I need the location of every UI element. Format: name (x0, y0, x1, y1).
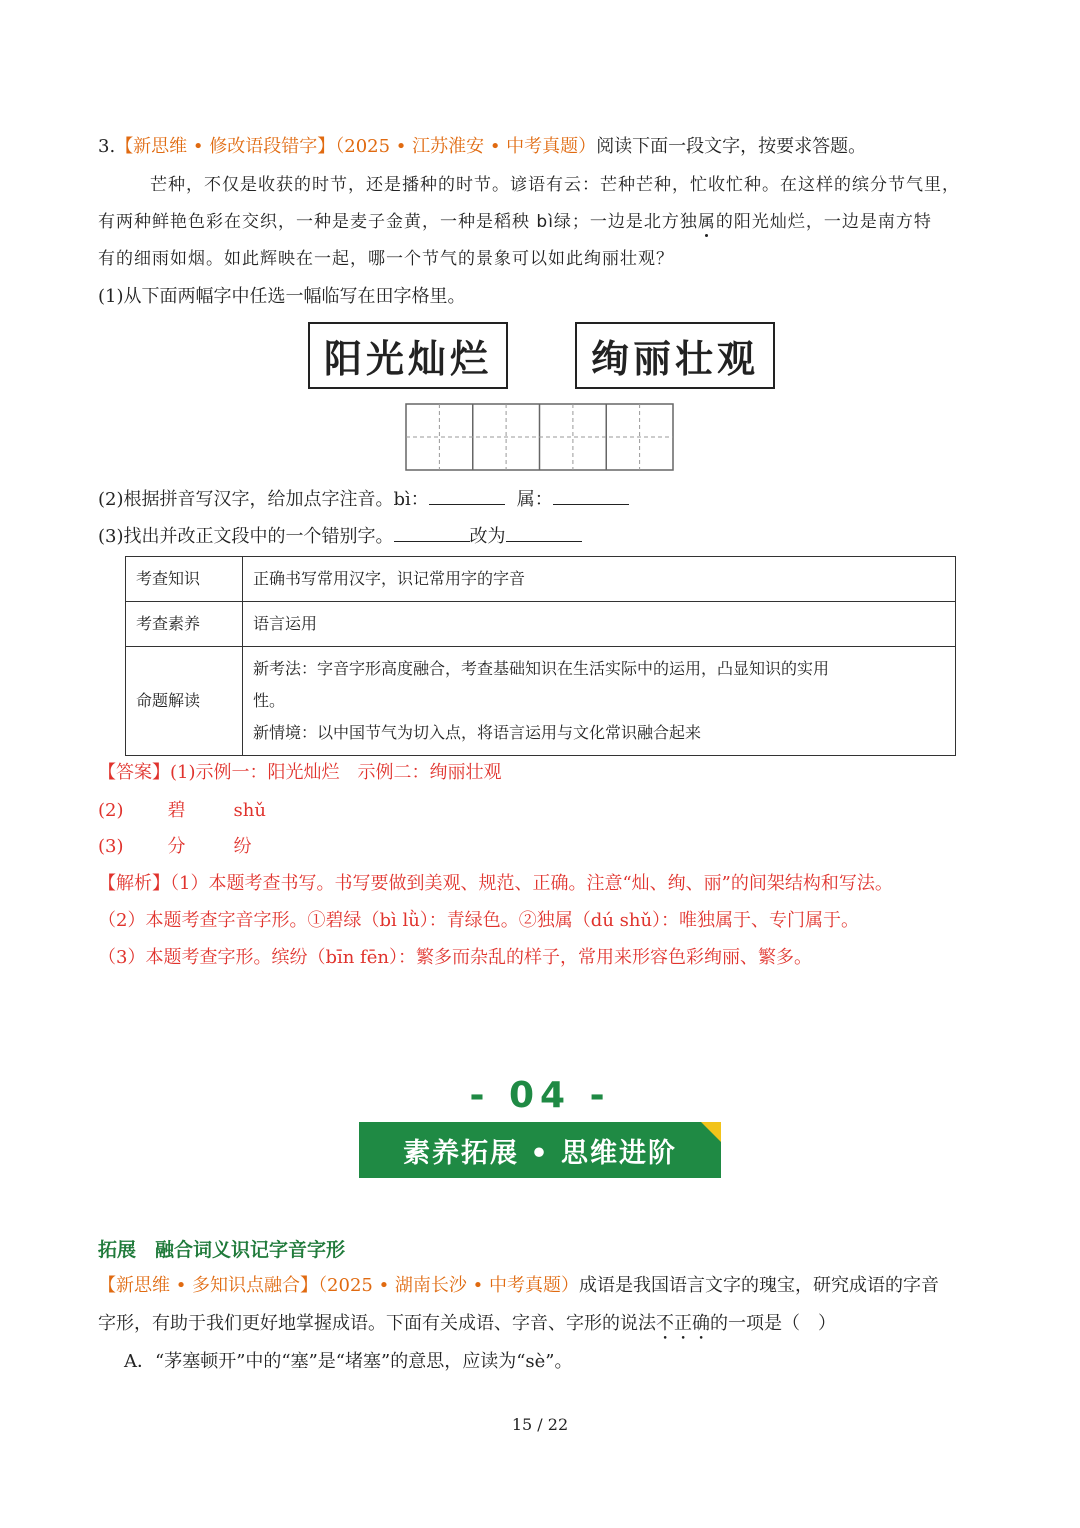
calligraphy-sample-1: 阳光灿烂 (308, 322, 508, 389)
answer-line-1: 【答案】(1)示例一：阳光灿烂 示例二：绚丽壮观 (98, 762, 502, 783)
answer-blank-shu[interactable] (553, 486, 629, 505)
passage-line-1: 芒种，不仅是收获的时节，还是播种的时节。谚语有云：芒种芒种，忙收忙种。在这样的缤分节气里， (150, 175, 960, 195)
extension-line-1: 【新思维 • 多知识点融合】（2025 • 湖南长沙 • 中考真题）成语是我国语言文字的瑰宝，研究成语的字音 (98, 1275, 939, 1296)
tianzige-grid[interactable] (405, 403, 675, 471)
table-row (126, 557, 956, 602)
analysis-label: 【解析】 (98, 873, 170, 894)
table-row (126, 647, 956, 756)
answer-blank-bi[interactable] (429, 486, 505, 505)
answer-line-2: (2) 碧 shǔ (98, 800, 266, 821)
sub-question-3: (3)找出并改正文段中的一个错别字。 改为 (98, 522, 582, 548)
answer-blank-correct-char[interactable] (506, 523, 582, 542)
extension-source: （2025 • 湖南长沙 • 中考真题） (318, 1275, 579, 1296)
q3-header: 3.【新思维 • 修改语段错字】（2025 • 江苏淮安 • 中考真题）阅读下面一段文字，按要求答题。 (98, 136, 867, 157)
table-value: 新考法：字音字形高度融合，考查基础知识在生活实际中的运用，凸显知识的实用 性。 新情境：以中国节气为切入点，将语言运用与文化常识融合起来 (243, 647, 956, 756)
extension-heading: 拓展 融合词义识记字音字形 (98, 1239, 346, 1261)
sub-question-1: (1)从下面两幅字中任选一幅临写在田字格里。 (98, 286, 466, 307)
table-key: 考查素养 (126, 602, 243, 647)
page-number: 15 / 22 (511, 1415, 569, 1434)
question-info-table (125, 556, 956, 756)
section-number: - 04 - (469, 1075, 611, 1116)
banner-corner-decoration (701, 1122, 721, 1142)
analysis-line-1: 【解析】（1）本题考查书写。书写要做到美观、规范、正确。注意“灿、绚、丽”的间架结构和写法。 (98, 873, 893, 894)
passage-line-3: 有的细雨如烟。如此辉映在一起，哪一个节气的景象可以如此绚丽壮观？ (98, 249, 674, 269)
calligraphy-sample-2: 绚丽壮观 (575, 322, 775, 389)
analysis-line-2: （2）本题考查字音字形。①碧绿（bì lǜ）：青绿色。②独属（dú shǔ）：唯独属于、专门属于。 (98, 910, 860, 931)
answer-label: 【答案】 (98, 762, 170, 783)
section-banner: 素养拓展 • 思维进阶 (359, 1122, 721, 1178)
extension-tag: 【新思维 • 多知识点融合】 (98, 1275, 319, 1296)
analysis-line-3: （3）本题考查字形。缤纷（bīn fēn）：繁多而杂乱的样子，常用来形容色彩绚丽、繁多。 (98, 947, 812, 968)
passage-line-2: 有两种鲜艳色彩在交织，一种是麦子金黄，一种是稻秧 bì绿；一边是北方独属的阳光灿烂，一边是南方特 (98, 207, 932, 232)
q3-source: （2025 • 江苏淮安 • 中考真题） (335, 136, 597, 157)
q3-tag: 【新思维 • 修改语段错字】 (115, 136, 336, 157)
answer-blank-wrong-char[interactable] (394, 523, 470, 542)
table-row (126, 602, 956, 647)
table-value: 语言运用 (243, 602, 956, 647)
dotted-char: 属 (698, 207, 716, 232)
answer-line-3: (3) 分 纷 (98, 836, 252, 857)
extension-line-2: 字形，有助于我们更好地掌握成语。下面有关成语、字音、字形的说法不正确的一项是（ ） (98, 1313, 836, 1334)
table-value: 正确书写常用汉字，识记常用字的字音 (243, 557, 956, 602)
sub-question-2: (2)根据拼音写汉字，给加点字注音。bì： 属： (98, 485, 629, 511)
emphasized-text: 不正确 (656, 1313, 710, 1334)
option-a[interactable]: A．“茅塞顿开”中的“塞”是“堵塞”的意思，应读为“sè”。 (124, 1351, 573, 1372)
table-key: 考查知识 (126, 557, 243, 602)
table-key: 命题解读 (126, 647, 243, 756)
